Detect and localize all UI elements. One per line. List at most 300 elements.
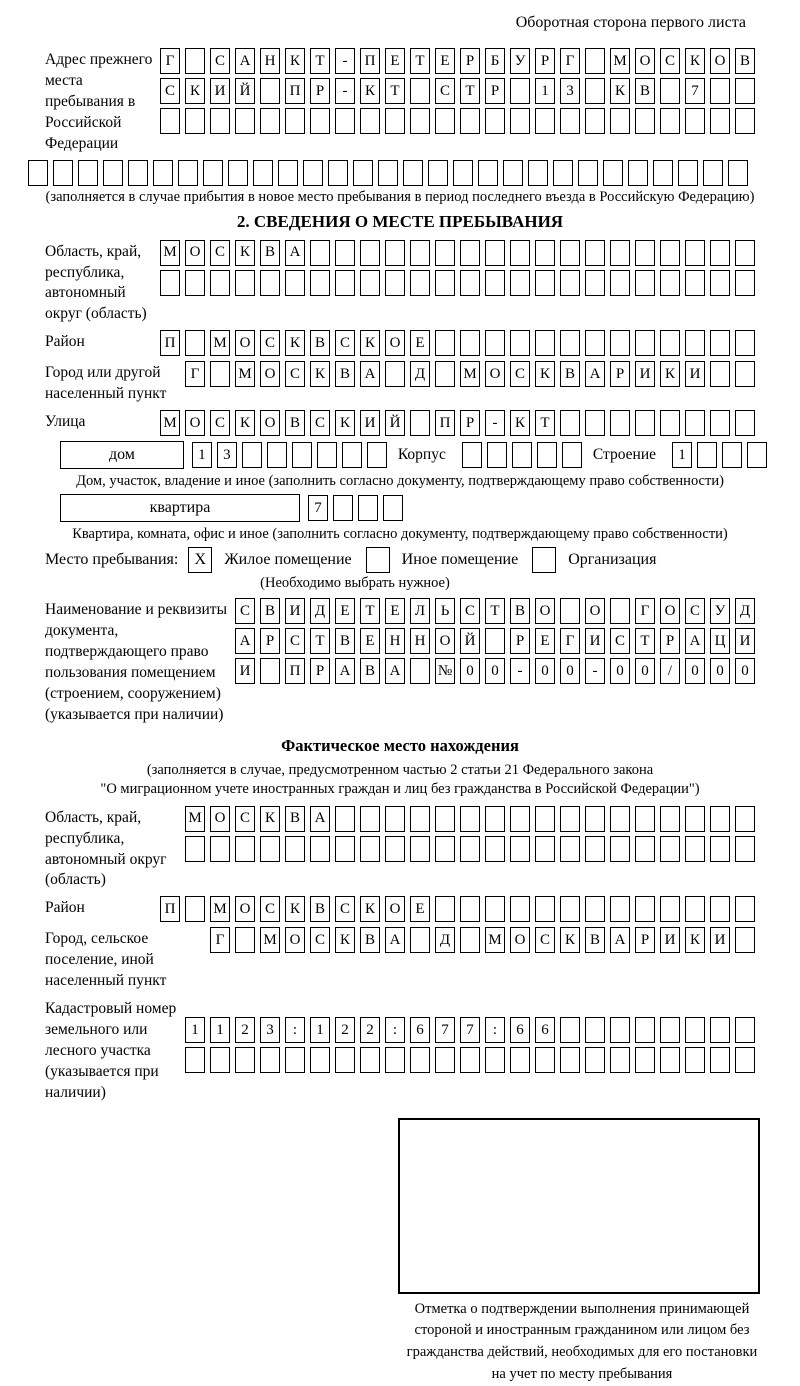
char-cell[interactable]	[260, 270, 280, 296]
char-cell[interactable]	[460, 240, 480, 266]
char-cell[interactable]: С	[660, 48, 680, 74]
char-cell[interactable]	[487, 442, 507, 468]
char-cell[interactable]	[310, 1047, 330, 1073]
char-cell[interactable]: К	[610, 78, 630, 104]
char-cell[interactable]	[710, 410, 730, 436]
char-cell[interactable]	[635, 330, 655, 356]
char-cell[interactable]: О	[185, 240, 205, 266]
char-cell[interactable]	[185, 108, 205, 134]
char-cell[interactable]	[512, 442, 532, 468]
char-cell[interactable]	[735, 240, 755, 266]
char-cell[interactable]: Г	[185, 361, 205, 387]
char-cell[interactable]: 6	[535, 1017, 555, 1043]
char-cell[interactable]: О	[385, 896, 405, 922]
char-cell[interactable]: Т	[485, 598, 505, 624]
char-cell[interactable]: А	[585, 361, 605, 387]
char-cell[interactable]: -	[335, 48, 355, 74]
char-cell[interactable]	[635, 806, 655, 832]
char-cell[interactable]: 0	[460, 658, 480, 684]
char-cell[interactable]	[485, 836, 505, 862]
char-cell[interactable]	[462, 442, 482, 468]
char-cell[interactable]: -	[510, 658, 530, 684]
char-cell[interactable]: 3	[217, 442, 237, 468]
char-cell[interactable]: 1	[535, 78, 555, 104]
char-cell[interactable]: Е	[410, 896, 430, 922]
char-cell[interactable]	[710, 330, 730, 356]
char-cell[interactable]	[710, 1017, 730, 1043]
char-cell[interactable]: Е	[335, 598, 355, 624]
char-cell[interactable]: Р	[635, 927, 655, 953]
char-cell[interactable]	[210, 1047, 230, 1073]
char-cell[interactable]: Е	[360, 628, 380, 654]
char-cell[interactable]: С	[260, 330, 280, 356]
char-cell[interactable]	[710, 78, 730, 104]
char-cell[interactable]: Е	[410, 330, 430, 356]
char-cell[interactable]: К	[660, 361, 680, 387]
char-cell[interactable]	[185, 48, 205, 74]
char-cell[interactable]: А	[235, 48, 255, 74]
char-cell[interactable]: С	[535, 927, 555, 953]
char-cell[interactable]	[610, 806, 630, 832]
char-cell[interactable]: А	[360, 361, 380, 387]
char-cell[interactable]	[585, 836, 605, 862]
char-cell[interactable]: Т	[385, 78, 405, 104]
char-cell[interactable]	[685, 108, 705, 134]
char-cell[interactable]: 2	[335, 1017, 355, 1043]
char-cell[interactable]	[385, 240, 405, 266]
char-cell[interactable]: А	[285, 240, 305, 266]
char-cell[interactable]	[710, 108, 730, 134]
char-cell[interactable]	[685, 330, 705, 356]
char-cell[interactable]: С	[235, 806, 255, 832]
char-cell[interactable]	[635, 240, 655, 266]
char-cell[interactable]: Г	[560, 628, 580, 654]
char-cell[interactable]: -	[335, 78, 355, 104]
char-cell[interactable]: Б	[485, 48, 505, 74]
char-cell[interactable]: :	[485, 1017, 505, 1043]
char-cell[interactable]	[585, 806, 605, 832]
char-cell[interactable]: П	[160, 330, 180, 356]
char-cell[interactable]	[747, 442, 767, 468]
char-cell[interactable]: М	[185, 806, 205, 832]
char-cell[interactable]	[585, 108, 605, 134]
char-cell[interactable]	[410, 836, 430, 862]
char-cell[interactable]	[153, 160, 173, 186]
char-cell[interactable]	[560, 1017, 580, 1043]
char-cell[interactable]: В	[285, 806, 305, 832]
char-cell[interactable]	[610, 1047, 630, 1073]
char-cell[interactable]: Г	[160, 48, 180, 74]
char-cell[interactable]	[535, 240, 555, 266]
char-cell[interactable]	[260, 78, 280, 104]
char-cell[interactable]	[728, 160, 748, 186]
char-cell[interactable]: Р	[260, 628, 280, 654]
char-cell[interactable]	[210, 836, 230, 862]
char-cell[interactable]: К	[310, 361, 330, 387]
char-cell[interactable]	[360, 806, 380, 832]
char-cell[interactable]: А	[235, 628, 255, 654]
char-cell[interactable]: Р	[460, 48, 480, 74]
char-cell[interactable]	[685, 806, 705, 832]
char-cell[interactable]: И	[735, 628, 755, 654]
char-cell[interactable]: О	[435, 628, 455, 654]
char-cell[interactable]: 7	[460, 1017, 480, 1043]
char-cell[interactable]	[560, 806, 580, 832]
char-cell[interactable]	[710, 240, 730, 266]
char-cell[interactable]: Р	[510, 628, 530, 654]
char-cell[interactable]: О	[660, 598, 680, 624]
char-cell[interactable]: Р	[460, 410, 480, 436]
char-cell[interactable]	[560, 410, 580, 436]
char-cell[interactable]	[383, 495, 403, 521]
char-cell[interactable]: О	[260, 361, 280, 387]
char-cell[interactable]	[260, 108, 280, 134]
char-cell[interactable]: Р	[660, 628, 680, 654]
char-cell[interactable]: К	[685, 927, 705, 953]
char-cell[interactable]: М	[485, 927, 505, 953]
char-cell[interactable]: А	[685, 628, 705, 654]
char-cell[interactable]	[685, 410, 705, 436]
char-cell[interactable]	[535, 108, 555, 134]
char-cell[interactable]: М	[210, 896, 230, 922]
char-cell[interactable]	[610, 896, 630, 922]
char-cell[interactable]	[378, 160, 398, 186]
char-cell[interactable]	[685, 836, 705, 862]
char-cell[interactable]	[735, 1017, 755, 1043]
char-cell[interactable]	[685, 1017, 705, 1043]
char-cell[interactable]: :	[285, 1017, 305, 1043]
char-cell[interactable]: Р	[535, 48, 555, 74]
char-cell[interactable]: С	[235, 598, 255, 624]
char-cell[interactable]	[635, 1047, 655, 1073]
char-cell[interactable]: П	[285, 78, 305, 104]
char-cell[interactable]	[735, 108, 755, 134]
char-cell[interactable]	[610, 330, 630, 356]
char-cell[interactable]: Д	[735, 598, 755, 624]
char-cell[interactable]: А	[610, 927, 630, 953]
char-cell[interactable]: К	[260, 806, 280, 832]
char-cell[interactable]: Т	[535, 410, 555, 436]
char-cell[interactable]	[635, 896, 655, 922]
char-cell[interactable]	[410, 240, 430, 266]
char-cell[interactable]	[635, 270, 655, 296]
char-cell[interactable]	[460, 806, 480, 832]
char-cell[interactable]: О	[585, 598, 605, 624]
char-cell[interactable]: Т	[310, 48, 330, 74]
char-cell[interactable]	[537, 442, 557, 468]
char-cell[interactable]: С	[285, 628, 305, 654]
char-cell[interactable]	[678, 160, 698, 186]
char-cell[interactable]: Р	[310, 78, 330, 104]
char-cell[interactable]	[535, 836, 555, 862]
char-cell[interactable]	[585, 48, 605, 74]
char-cell[interactable]	[585, 330, 605, 356]
char-cell[interactable]	[697, 442, 717, 468]
char-cell[interactable]	[710, 270, 730, 296]
char-cell[interactable]	[585, 410, 605, 436]
char-cell[interactable]	[185, 1047, 205, 1073]
char-cell[interactable]	[385, 836, 405, 862]
char-cell[interactable]: В	[260, 598, 280, 624]
char-cell[interactable]	[535, 270, 555, 296]
char-cell[interactable]	[303, 160, 323, 186]
char-cell[interactable]: /	[660, 658, 680, 684]
char-cell[interactable]	[435, 1047, 455, 1073]
char-cell[interactable]	[710, 361, 730, 387]
char-cell[interactable]: Й	[460, 628, 480, 654]
char-cell[interactable]	[653, 160, 673, 186]
char-cell[interactable]	[210, 108, 230, 134]
char-cell[interactable]	[235, 270, 255, 296]
char-cell[interactable]	[235, 1047, 255, 1073]
char-cell[interactable]	[410, 270, 430, 296]
char-cell[interactable]: О	[485, 361, 505, 387]
char-cell[interactable]	[203, 160, 223, 186]
char-cell[interactable]	[453, 160, 473, 186]
char-cell[interactable]	[353, 160, 373, 186]
char-cell[interactable]	[385, 1047, 405, 1073]
char-cell[interactable]: К	[185, 78, 205, 104]
char-cell[interactable]: С	[260, 896, 280, 922]
char-cell[interactable]: А	[385, 658, 405, 684]
char-cell[interactable]	[635, 108, 655, 134]
char-cell[interactable]	[735, 330, 755, 356]
char-cell[interactable]	[367, 442, 387, 468]
char-cell[interactable]: В	[585, 927, 605, 953]
char-cell[interactable]: 1	[185, 1017, 205, 1043]
char-cell[interactable]: А	[385, 927, 405, 953]
char-cell[interactable]: Е	[535, 628, 555, 654]
char-cell[interactable]: О	[285, 927, 305, 953]
char-cell[interactable]	[710, 896, 730, 922]
char-cell[interactable]	[660, 1017, 680, 1043]
char-cell[interactable]	[735, 836, 755, 862]
char-cell[interactable]	[260, 836, 280, 862]
char-cell[interactable]: И	[585, 628, 605, 654]
char-cell[interactable]	[560, 330, 580, 356]
char-cell[interactable]	[460, 927, 480, 953]
char-cell[interactable]: А	[335, 658, 355, 684]
char-cell[interactable]	[460, 108, 480, 134]
char-cell[interactable]	[210, 270, 230, 296]
char-cell[interactable]: С	[510, 361, 530, 387]
char-cell[interactable]: С	[685, 598, 705, 624]
char-cell[interactable]	[610, 270, 630, 296]
char-cell[interactable]: С	[335, 896, 355, 922]
char-cell[interactable]	[335, 240, 355, 266]
char-cell[interactable]	[103, 160, 123, 186]
char-cell[interactable]	[735, 806, 755, 832]
char-cell[interactable]	[553, 160, 573, 186]
char-cell[interactable]	[260, 1047, 280, 1073]
char-cell[interactable]	[260, 658, 280, 684]
char-cell[interactable]	[735, 896, 755, 922]
char-cell[interactable]: М	[460, 361, 480, 387]
char-cell[interactable]	[585, 240, 605, 266]
char-cell[interactable]	[635, 410, 655, 436]
char-cell[interactable]	[685, 1047, 705, 1073]
char-cell[interactable]	[428, 160, 448, 186]
char-cell[interactable]	[735, 361, 755, 387]
char-cell[interactable]	[285, 270, 305, 296]
char-cell[interactable]: В	[635, 78, 655, 104]
char-cell[interactable]: М	[235, 361, 255, 387]
char-cell[interactable]	[235, 836, 255, 862]
char-cell[interactable]	[435, 836, 455, 862]
char-cell[interactable]: И	[285, 598, 305, 624]
char-cell[interactable]	[610, 240, 630, 266]
char-cell[interactable]	[253, 160, 273, 186]
char-cell[interactable]	[310, 108, 330, 134]
char-cell[interactable]: В	[360, 927, 380, 953]
char-cell[interactable]	[53, 160, 73, 186]
char-cell[interactable]: К	[685, 48, 705, 74]
char-cell[interactable]	[328, 160, 348, 186]
char-cell[interactable]: Е	[435, 48, 455, 74]
char-cell[interactable]	[578, 160, 598, 186]
char-cell[interactable]: С	[210, 48, 230, 74]
char-cell[interactable]: Г	[560, 48, 580, 74]
char-cell[interactable]	[335, 1047, 355, 1073]
char-cell[interactable]: В	[310, 896, 330, 922]
char-cell[interactable]	[535, 1047, 555, 1073]
char-cell[interactable]: Г	[635, 598, 655, 624]
char-cell[interactable]: Т	[410, 48, 430, 74]
char-cell[interactable]: -	[585, 658, 605, 684]
char-cell[interactable]: В	[335, 361, 355, 387]
char-cell[interactable]: С	[210, 410, 230, 436]
char-cell[interactable]: К	[285, 896, 305, 922]
char-cell[interactable]: 2	[360, 1017, 380, 1043]
char-cell[interactable]	[585, 78, 605, 104]
char-cell[interactable]	[160, 108, 180, 134]
char-cell[interactable]: С	[160, 78, 180, 104]
char-cell[interactable]	[560, 896, 580, 922]
char-cell[interactable]	[285, 836, 305, 862]
char-cell[interactable]	[360, 240, 380, 266]
char-cell[interactable]: У	[710, 598, 730, 624]
char-cell[interactable]	[435, 896, 455, 922]
char-cell[interactable]: К	[285, 330, 305, 356]
char-cell[interactable]	[385, 270, 405, 296]
char-cell[interactable]	[235, 927, 255, 953]
char-cell[interactable]: 2	[235, 1017, 255, 1043]
char-cell[interactable]	[410, 658, 430, 684]
char-cell[interactable]	[460, 1047, 480, 1073]
char-cell[interactable]	[435, 240, 455, 266]
char-cell[interactable]: К	[285, 48, 305, 74]
char-cell[interactable]	[710, 806, 730, 832]
char-cell[interactable]: Г	[210, 927, 230, 953]
char-cell[interactable]: Т	[460, 78, 480, 104]
char-cell[interactable]	[510, 1047, 530, 1073]
char-cell[interactable]: К	[510, 410, 530, 436]
char-cell[interactable]	[342, 442, 362, 468]
char-cell[interactable]	[435, 361, 455, 387]
char-cell[interactable]	[660, 896, 680, 922]
char-cell[interactable]	[385, 361, 405, 387]
char-cell[interactable]	[510, 330, 530, 356]
char-cell[interactable]: К	[360, 78, 380, 104]
char-cell[interactable]: К	[560, 927, 580, 953]
char-cell[interactable]: О	[235, 330, 255, 356]
char-cell[interactable]: 1	[210, 1017, 230, 1043]
char-cell[interactable]: С	[310, 410, 330, 436]
char-cell[interactable]	[660, 1047, 680, 1073]
char-cell[interactable]: 1	[672, 442, 692, 468]
char-cell[interactable]: В	[260, 240, 280, 266]
char-cell[interactable]	[210, 361, 230, 387]
char-cell[interactable]	[485, 1047, 505, 1073]
char-cell[interactable]	[710, 1047, 730, 1073]
char-cell[interactable]	[510, 108, 530, 134]
char-cell[interactable]	[435, 270, 455, 296]
char-cell[interactable]	[610, 108, 630, 134]
char-cell[interactable]	[562, 442, 582, 468]
char-cell[interactable]	[435, 806, 455, 832]
char-cell[interactable]	[535, 806, 555, 832]
char-cell[interactable]: О	[185, 410, 205, 436]
char-cell[interactable]: 0	[485, 658, 505, 684]
char-cell[interactable]: Е	[385, 48, 405, 74]
char-cell[interactable]	[460, 896, 480, 922]
char-cell[interactable]	[585, 1047, 605, 1073]
char-cell[interactable]: К	[235, 240, 255, 266]
char-cell[interactable]	[660, 270, 680, 296]
char-cell[interactable]	[435, 108, 455, 134]
char-cell[interactable]: П	[160, 896, 180, 922]
char-cell[interactable]	[478, 160, 498, 186]
char-cell[interactable]	[510, 896, 530, 922]
char-cell[interactable]: И	[635, 361, 655, 387]
char-cell[interactable]: И	[660, 927, 680, 953]
char-cell[interactable]: М	[260, 927, 280, 953]
char-cell[interactable]: Д	[410, 361, 430, 387]
char-cell[interactable]	[385, 108, 405, 134]
char-cell[interactable]: Й	[235, 78, 255, 104]
char-cell[interactable]	[485, 270, 505, 296]
char-cell[interactable]: О	[510, 927, 530, 953]
char-cell[interactable]	[485, 330, 505, 356]
char-cell[interactable]	[635, 836, 655, 862]
char-cell[interactable]	[735, 410, 755, 436]
char-cell[interactable]	[185, 896, 205, 922]
char-cell[interactable]: 6	[410, 1017, 430, 1043]
char-cell[interactable]	[278, 160, 298, 186]
char-cell[interactable]	[460, 330, 480, 356]
char-cell[interactable]	[560, 1047, 580, 1073]
char-cell[interactable]	[610, 410, 630, 436]
char-cell[interactable]: И	[710, 927, 730, 953]
char-cell[interactable]	[735, 270, 755, 296]
char-cell[interactable]	[485, 240, 505, 266]
char-cell[interactable]: К	[360, 896, 380, 922]
char-cell[interactable]	[403, 160, 423, 186]
char-cell[interactable]	[560, 108, 580, 134]
char-cell[interactable]: О	[385, 330, 405, 356]
char-cell[interactable]	[242, 442, 262, 468]
char-cell[interactable]: -	[485, 410, 505, 436]
char-cell[interactable]	[510, 240, 530, 266]
char-cell[interactable]: Т	[360, 598, 380, 624]
char-cell[interactable]: В	[285, 410, 305, 436]
char-cell[interactable]	[510, 78, 530, 104]
char-cell[interactable]: В	[310, 330, 330, 356]
char-cell[interactable]: П	[435, 410, 455, 436]
char-cell[interactable]: Р	[310, 658, 330, 684]
char-cell[interactable]	[660, 330, 680, 356]
char-cell[interactable]: О	[710, 48, 730, 74]
